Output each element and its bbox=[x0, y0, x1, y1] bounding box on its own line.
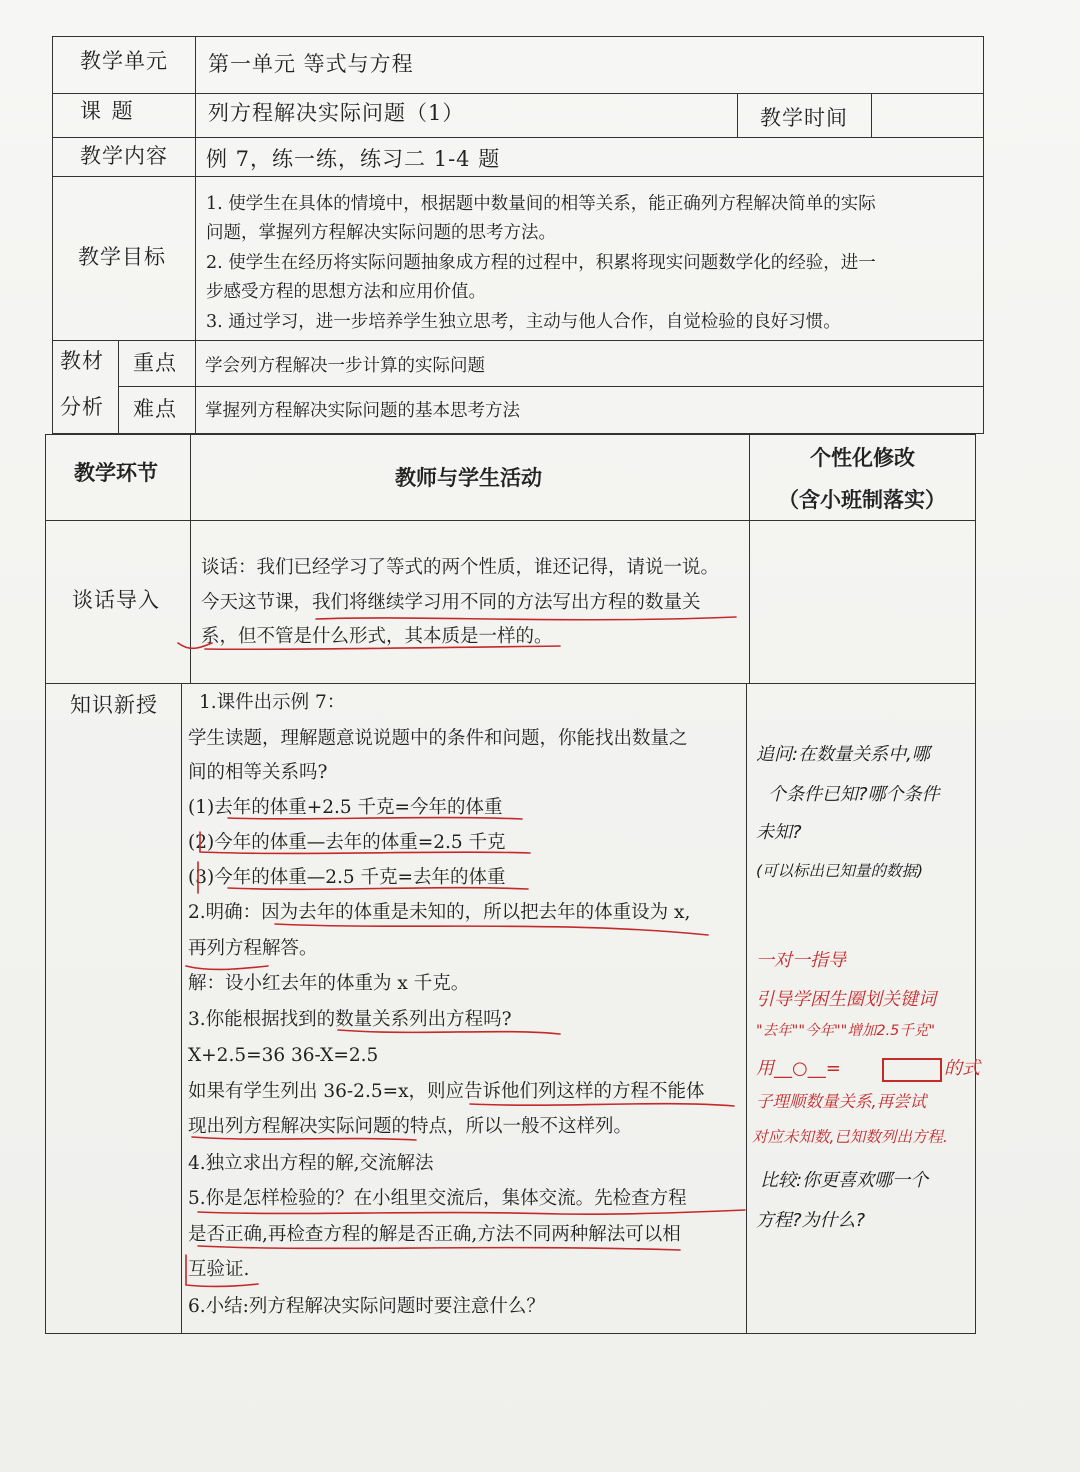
new-knowledge-line: 6.小结:列方程解决实际问题时要注意什么？ bbox=[188, 1296, 545, 1317]
objective-line: 3. 通过学习，进一步培养学生独立思考，主动与他人合作，自觉检验的良好习惯。 bbox=[206, 312, 841, 332]
content-label: 教学内容 bbox=[80, 144, 168, 168]
new-knowledge-label: 知识新授 bbox=[70, 693, 158, 717]
note-black: 个条件已知?哪个条件 bbox=[768, 784, 940, 805]
column-personalization-note: （含小班制落实） bbox=[778, 488, 946, 512]
new-knowledge-line: 如果有学生列出 36-2.5=x，则应告诉他们列这样的方程不能体 bbox=[188, 1081, 705, 1102]
objectives-label: 教学目标 bbox=[78, 245, 166, 269]
rule bbox=[52, 137, 984, 138]
note-red: 用__○__= bbox=[756, 1058, 841, 1079]
key-point-label: 重点 bbox=[133, 351, 177, 375]
intro-line: 今天这节课，我们将继续学习用不同的方法写出方程的数量关 bbox=[201, 592, 701, 613]
rule bbox=[45, 683, 976, 684]
unit-value: 第一单元 等式与方程 bbox=[208, 52, 414, 76]
time-label: 教学时间 bbox=[760, 106, 848, 130]
note-red: 子理顺数量关系,再尝试 bbox=[756, 1092, 927, 1111]
new-knowledge-line: 5.你是怎样检验的？在小组里交流后，集体交流。先检查方程 bbox=[188, 1188, 687, 1209]
new-knowledge-line: (2)今年的体重—去年的体重=2.5 千克 bbox=[188, 832, 506, 853]
intro-line: 谈话：我们已经学习了等式的两个性质，谁还记得，请说一说。 bbox=[201, 557, 720, 578]
new-knowledge-line: 2.明确：因为去年的体重是未知的，所以把去年的体重设为 x, bbox=[188, 902, 691, 923]
objective-line: 问题，掌握列方程解决实际问题的思考方法。 bbox=[206, 223, 556, 243]
rule bbox=[746, 683, 747, 1334]
new-knowledge-line: (3)今年的体重—2.5 千克=去年的体重 bbox=[188, 867, 506, 888]
note-black: 未知? bbox=[756, 822, 802, 843]
intro-line: 系，但不管是什么形式，其本质是一样的。 bbox=[201, 626, 553, 647]
note-black: (可以标出已知量的数据) bbox=[756, 862, 924, 880]
note-red: "去年""今年""增加2.5千克" bbox=[756, 1023, 936, 1039]
objective-line: 1. 使学生在具体的情境中，根据题中数量间的相等关系，能正确列方程解决简单的实际 bbox=[206, 194, 876, 214]
topic-label: 课 题 bbox=[80, 99, 135, 123]
new-knowledge-line: 4.独立求出方程的解,交流解法 bbox=[188, 1153, 434, 1174]
new-knowledge-line: 互验证. bbox=[188, 1259, 250, 1280]
new-knowledge-line: 1.课件出示例 7： bbox=[199, 692, 346, 713]
rule bbox=[118, 340, 119, 434]
new-knowledge-line: X+2.5=36 36-X=2.5 bbox=[188, 1045, 379, 1066]
rule bbox=[52, 340, 984, 341]
column-personalization: 个性化修改 bbox=[810, 446, 915, 470]
key-point-value: 学会列方程解决一步计算的实际问题 bbox=[205, 356, 485, 376]
column-phase: 教学环节 bbox=[74, 461, 158, 485]
rule bbox=[45, 520, 976, 521]
difficulty-value: 掌握列方程解决实际问题的基本思考方法 bbox=[205, 401, 520, 421]
new-knowledge-line: (1)去年的体重+2.5 千克=今年的体重 bbox=[188, 797, 503, 818]
note-black: 比较:你更喜欢哪一个 bbox=[760, 1170, 929, 1191]
new-knowledge-line: 3.你能根据找到的数量关系列出方程吗? bbox=[188, 1009, 512, 1030]
rule bbox=[195, 36, 196, 434]
new-knowledge-line: 再列方程解答。 bbox=[188, 938, 318, 959]
new-knowledge-line: 解：设小红去年的体重为 x 千克。 bbox=[188, 973, 470, 994]
analysis-label-bottom: 分析 bbox=[60, 395, 104, 419]
difficulty-label: 难点 bbox=[133, 397, 177, 421]
rule bbox=[181, 683, 182, 1334]
note-red: 引导学困生圈划关键词 bbox=[756, 989, 936, 1010]
note-red: 的式 bbox=[944, 1058, 980, 1079]
rule bbox=[871, 93, 872, 137]
topic-value: 列方程解决实际问题（1） bbox=[208, 101, 465, 125]
note-red: 一对一指导 bbox=[756, 950, 846, 971]
objective-line: 2. 使学生在经历将实际问题抽象成方程的过程中，积累将现实问题数学化的经验，进一 bbox=[206, 253, 876, 273]
new-knowledge-line: 现出列方程解决实际问题的特点，所以一般不这样列。 bbox=[188, 1116, 633, 1137]
new-knowledge-line: 学生读题，理解题意说说题中的条件和问题，你能找出数量之 bbox=[188, 728, 688, 749]
rule bbox=[118, 386, 984, 387]
note-black: 追问:在数量关系中,哪 bbox=[756, 744, 930, 765]
analysis-label-top: 教材 bbox=[60, 349, 104, 373]
new-knowledge-line: 是否正确,再检查方程的解是否正确,方法不同两种解法可以相 bbox=[188, 1224, 681, 1245]
new-knowledge-line: 间的相等关系吗? bbox=[188, 762, 328, 783]
rule bbox=[190, 434, 191, 683]
intro-label: 谈话导入 bbox=[72, 588, 160, 612]
rule bbox=[52, 93, 984, 94]
column-activity: 教师与学生活动 bbox=[395, 466, 542, 490]
objective-line: 步感受方程的思想方法和应用价值。 bbox=[206, 282, 486, 302]
blank-box bbox=[882, 1058, 942, 1082]
content-value: 例 7，练一练，练习二 1-4 题 bbox=[206, 147, 501, 171]
note-red: 对应未知数,已知数列出方程. bbox=[752, 1128, 948, 1146]
unit-label: 教学单元 bbox=[80, 49, 168, 73]
rule bbox=[737, 93, 738, 137]
rule bbox=[52, 176, 984, 177]
note-black: 方程?为什么? bbox=[756, 1210, 866, 1231]
rule bbox=[749, 434, 750, 683]
